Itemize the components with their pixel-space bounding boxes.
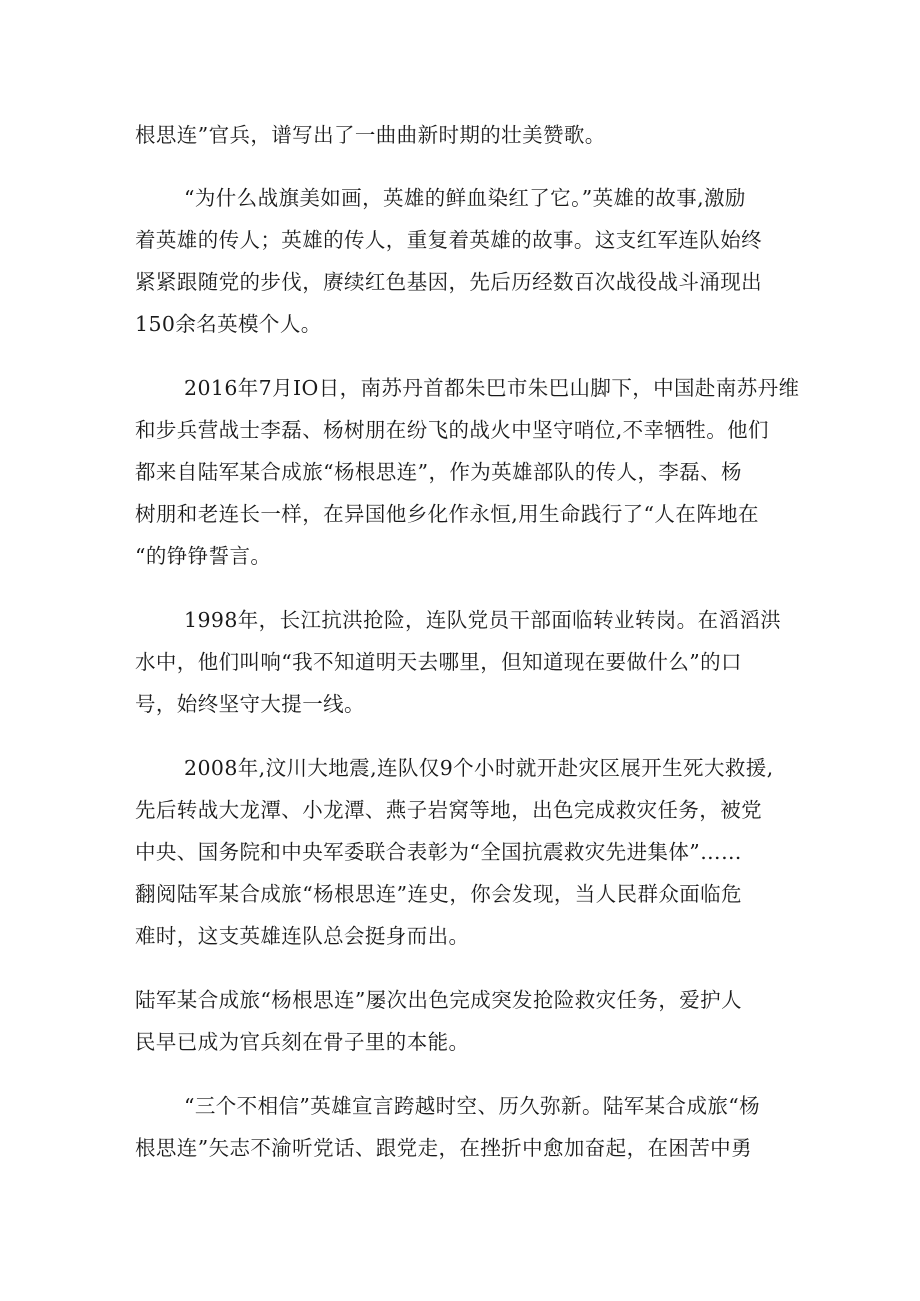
text-line: 都来自陆军某合成旅“杨根思连”，作为英雄部队的传人，李磊、杨 [135, 460, 742, 484]
text-line: 翻阅陆军某合成旅“杨根思连”连史，你会发现，当人民群众面临危 [135, 882, 742, 906]
text-line: 根思连”矢志不渝听党话、跟党走，在挫折中愈加奋起，在困苦中勇 [135, 1136, 752, 1160]
text-line: 难时，这支英雄连队总会挺身而出。 [135, 924, 470, 948]
text-line: 陆军某合成旅“杨根思连”屡次出色完成突发抢险救灾任务，爱护人 [135, 988, 742, 1012]
text-line: 1998年，长江抗洪抢险，连队党员干部面临转业转岗。在滔滔洪 [184, 608, 782, 632]
text-line: 民早已成为官兵刻在骨子里的本能。 [135, 1030, 470, 1054]
text-line: 150余名英模个人。 [135, 312, 322, 336]
text-line: 2008年,汶川大地震,连队仅9个小时就开赴灾区展开生死大救援, [184, 756, 774, 780]
text-line: “三个不相信”英雄宣言跨越时空、历久弥新。陆军某合成旅“杨 [184, 1094, 761, 1118]
text-line: “的铮铮誓言。 [135, 544, 272, 568]
text-line: 和步兵营战士李磊、杨树朋在纷飞的战火中坚守哨位,不幸牺牲。他们 [135, 418, 769, 442]
text-line: “为什么战旗美如画，英雄的鲜血染红了它。”英雄的故事,激励 [184, 186, 746, 210]
text-line: 先后转战大龙潭、小龙潭、燕子岩窝等地，出色完成救灾任务，被党 [135, 798, 762, 822]
text-line: 着英雄的传人；英雄的传人，重复着英雄的故事。这支红军连队始终 [135, 228, 762, 252]
text-line: 2016年7月IO日，南苏丹首都朱巴市朱巴山脚下，中国赴南苏丹维 [184, 376, 800, 400]
text-line: 号，始终坚守大提一线。 [135, 692, 365, 716]
text-line: 根思连”官兵，谱写出了一曲曲新时期的壮美赞歌。 [135, 123, 606, 147]
text-line: 树朋和老连长一样，在异国他乡化作永恒,用生命践行了“人在阵地在 [135, 502, 759, 526]
text-line: 水中，他们叫响“我不知道明天去哪里，但知道现在要做什么”的口 [135, 650, 742, 674]
text-line: 中央、国务院和中央军委联合表彰为“全国抗震救灾先进集体”…… [135, 840, 742, 864]
text-line: 紧紧跟随党的步伐，赓续红色基因，先后历经数百次战役战斗涌现出 [135, 270, 762, 294]
